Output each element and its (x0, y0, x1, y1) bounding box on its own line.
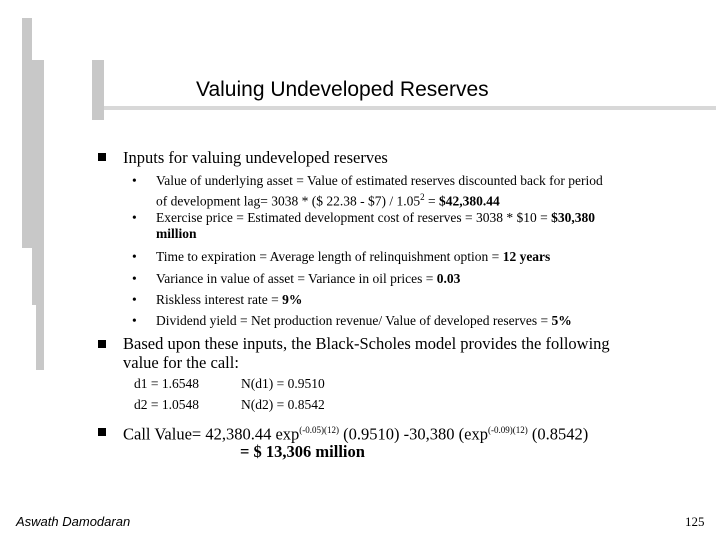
nd2-value: N(d2) = 0.8542 (241, 397, 325, 412)
decor-bar-top-right (104, 106, 716, 110)
decor-bar-2 (32, 60, 44, 305)
footer-author: Aswath Damodaran (16, 514, 131, 529)
bs-line1: Based upon these inputs, the Black-Scholes model provides the following (123, 334, 610, 353)
call-value-line: Call Value= 42,380.44 $\exp^{(-0.05)(12)} (0.9510)$ -30,380 ($\exp^{(-0.09)(12)}$ (0.8542) (123, 424, 589, 444)
bullet-square-2 (98, 340, 106, 348)
inputs-heading: Inputs for valuing undeveloped reserves (123, 148, 388, 167)
sub-item-1-line1: Value of underlying asset = Value of estimated reserves discounted back for period (156, 173, 603, 188)
bullet-square-3 (98, 428, 106, 436)
nd1-value: N(d1) = 0.9510 (241, 376, 325, 391)
d2-value: d2 = 1.0548 (134, 397, 199, 412)
sub-item-2-line1: Exercise price = Estimated development cost of reserves = 3038 * $10 = $30,380 (156, 210, 595, 225)
sub-item-1-line2: of development lag= 3038 * ($ 22.38 - $7) / $1.05^2$ = $42,380.44 (156, 192, 500, 209)
bs-line2: value for the call: (123, 353, 239, 372)
decor-bar-3 (36, 305, 44, 370)
d1-value: d1 = 1.6548 (134, 376, 199, 391)
decor-bar-1 (22, 18, 32, 248)
bullet-square-1 (98, 153, 106, 161)
page-number: 125 (685, 514, 705, 529)
d2-row (134, 397, 325, 413)
d1-row (134, 376, 325, 392)
decor-bar-top (92, 60, 104, 120)
slide-title: Valuing Undeveloped Reserves (196, 78, 489, 101)
call-value-result: = $ 13,306 million (240, 442, 365, 461)
sub-item-2-line2: million (156, 226, 197, 241)
